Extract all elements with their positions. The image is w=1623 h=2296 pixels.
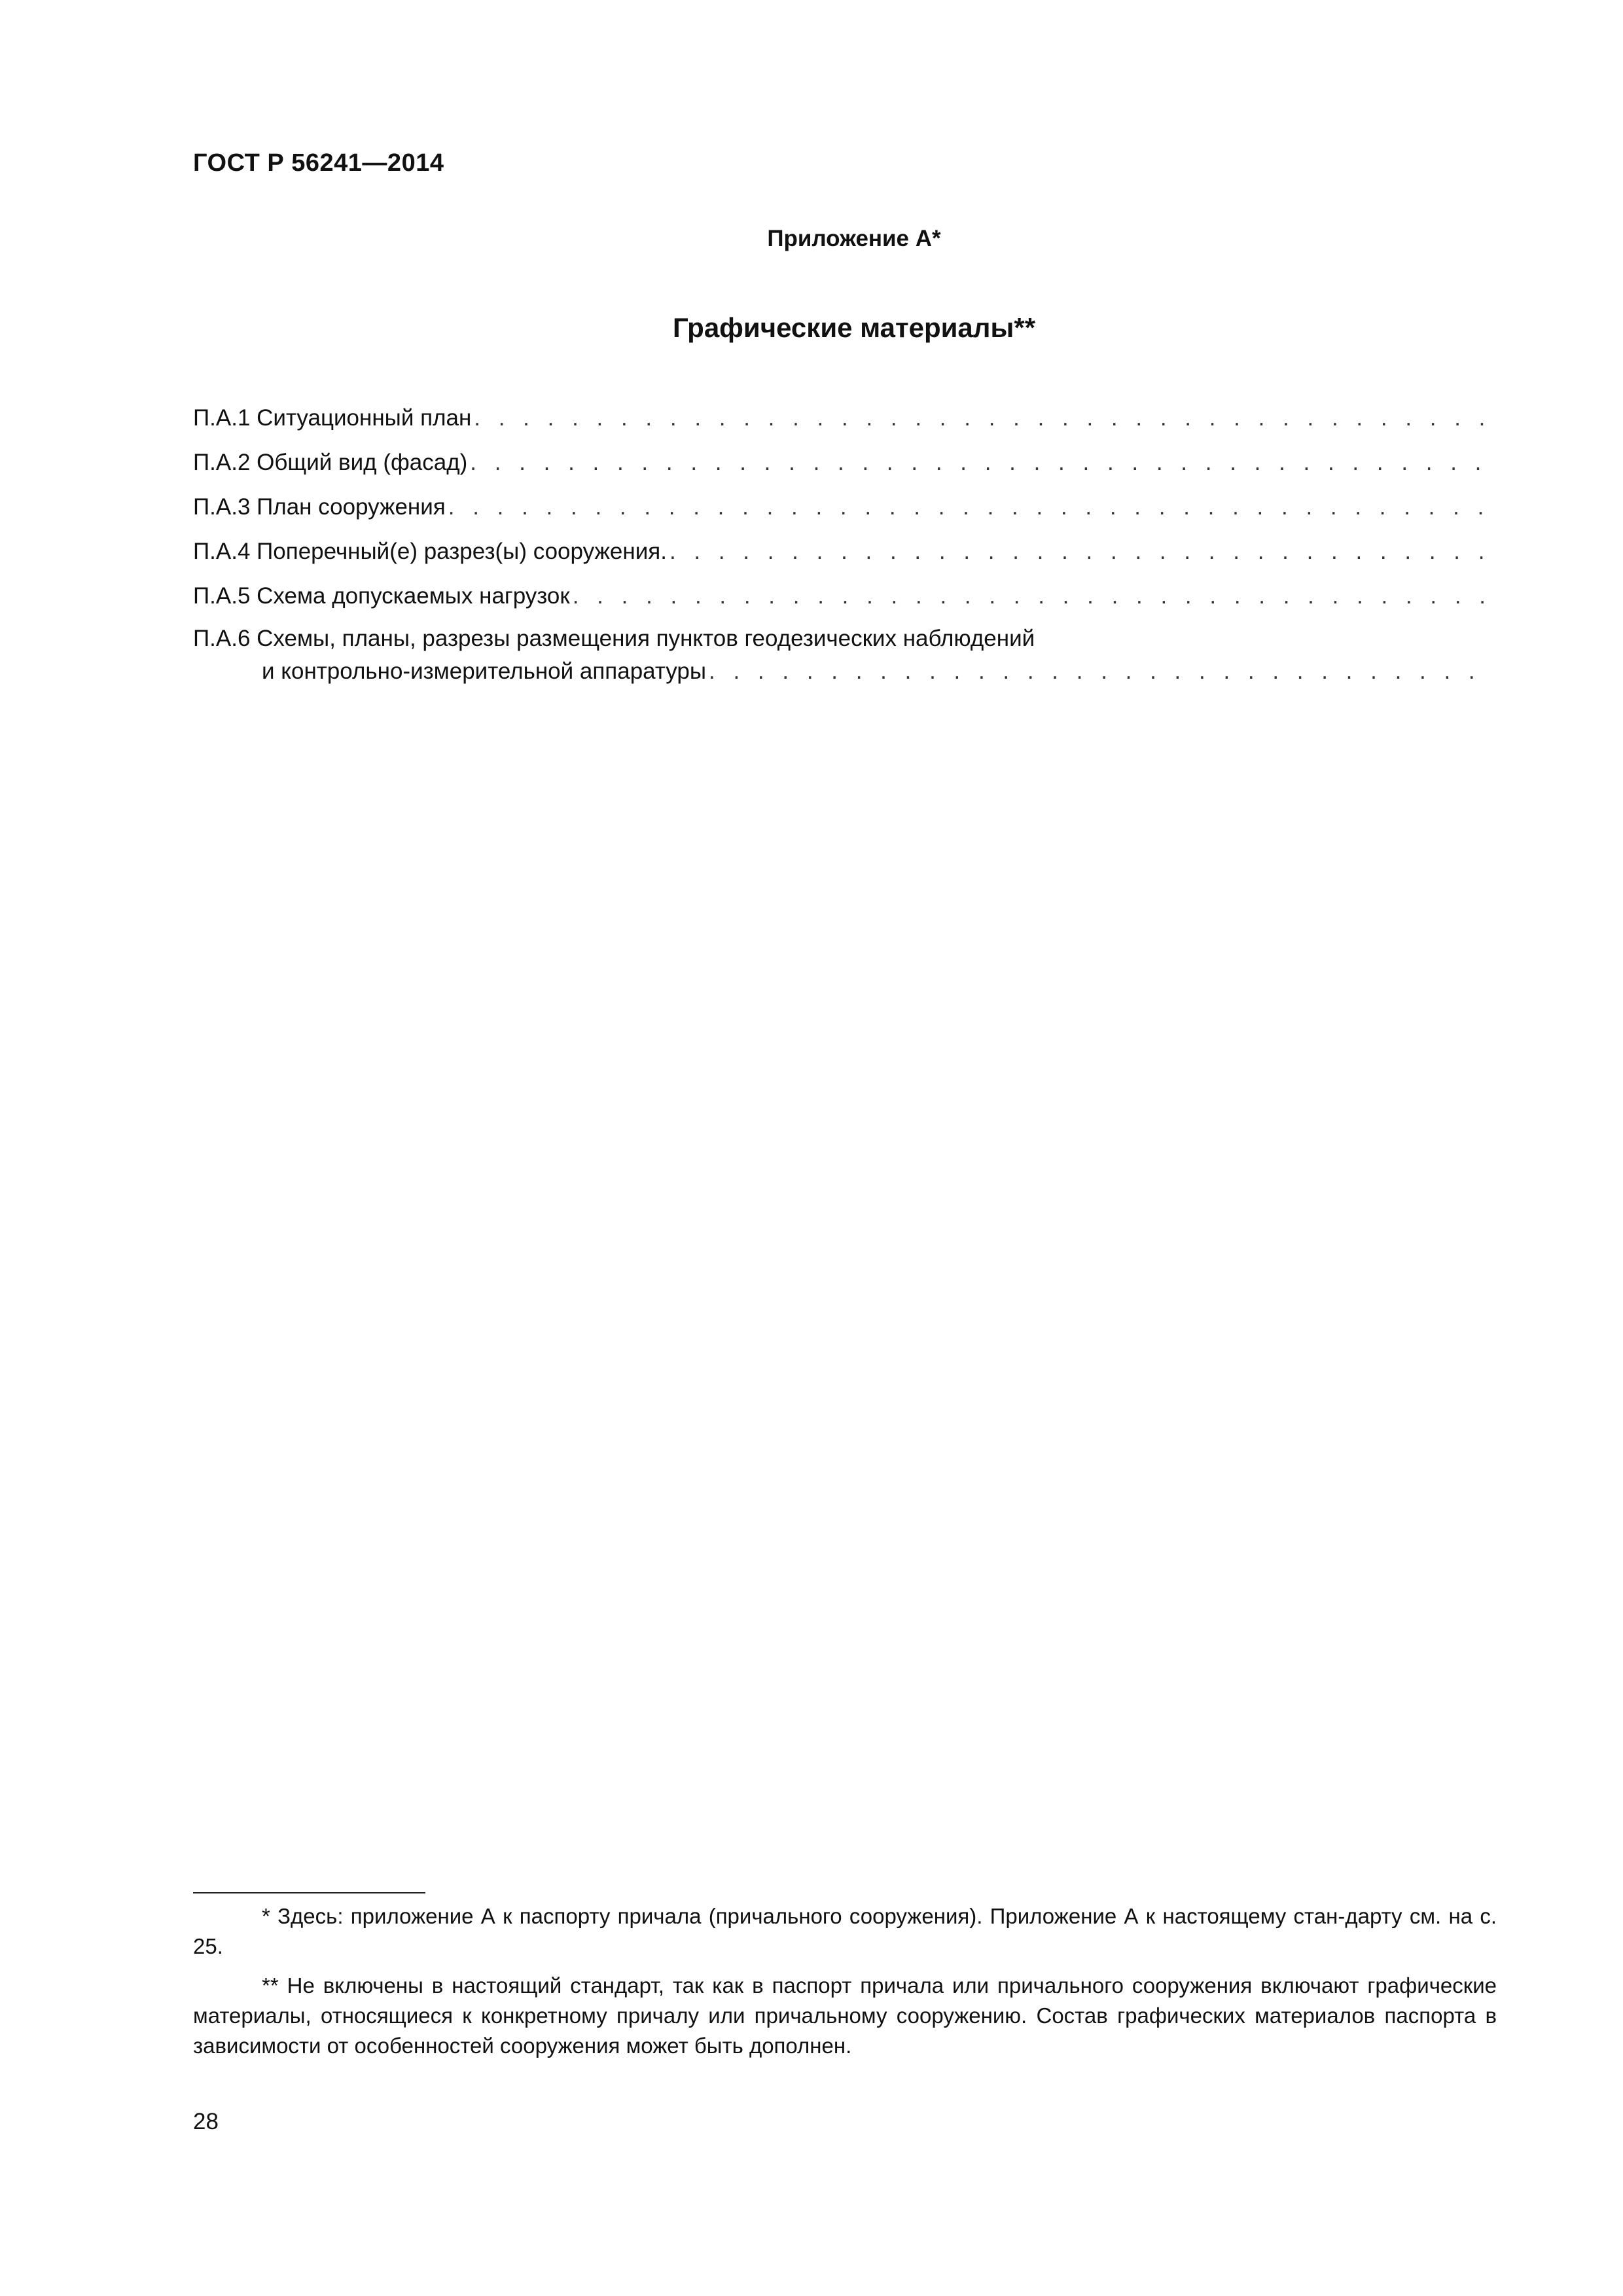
toc-item-line2 xyxy=(193,655,1489,688)
toc-leader-dots xyxy=(573,574,1489,619)
toc-item-pa2 xyxy=(193,440,1489,485)
toc-item-label: П.А.2 Общий вид (фасад) xyxy=(193,450,468,475)
footnote-double-asterisk: ** Не включены в настоящий стандарт, так как в паспорт причала или причального сооружения включают графические материалы, относящиеся к конкретному причалу или причальному сооружению. Состав графических материалов паспорта в зависимости от особенностей сооружения может быть дополнен. xyxy=(193,1973,1497,2058)
page-number: 28 xyxy=(193,2109,219,2134)
footnotes xyxy=(193,1901,1497,2070)
toc-item-label: П.А.3 План сооружения xyxy=(193,494,446,520)
footnote-single-asterisk: * Здесь: приложение А к паспорту причала (причального сооружения). Приложение А к настоящему стан-дарту см. на с. 25. xyxy=(193,1904,1497,1958)
toc-leader-dots xyxy=(709,655,1489,688)
toc-item-pa1 xyxy=(193,396,1489,440)
document-code: ГОСТ Р 56241—2014 xyxy=(193,149,444,177)
toc-item-label: П.А.4 Поперечный(е) разрез(ы) сооружения. xyxy=(193,539,667,564)
toc-leader-dots xyxy=(470,440,1489,485)
toc-item-label: П.А.5 Схема допускаемых нагрузок xyxy=(193,583,570,609)
toc-item-pa4 xyxy=(193,529,1489,574)
toc-item-pa3 xyxy=(193,485,1489,529)
appendix-title: Графические материалы** xyxy=(672,312,1036,343)
toc-leader-dots xyxy=(669,529,1489,574)
footnote-separator xyxy=(193,1892,425,1893)
toc-leader-dots xyxy=(448,485,1489,529)
table-of-contents xyxy=(193,396,1489,688)
toc-item-label: П.А.1 Ситуационный план xyxy=(193,405,472,431)
toc-item-label-line1: П.А.6 Схемы, планы, разрезы размещения пунктов геодезических наблюдений xyxy=(193,626,1035,651)
appendix-label: Приложение А* xyxy=(767,226,941,251)
toc-item-label-line2: и контрольно-измерительной аппаратуры xyxy=(262,658,707,684)
toc-item-pa5 xyxy=(193,574,1489,619)
toc-leader-dots xyxy=(474,396,1489,440)
toc-item-pa6 xyxy=(193,622,1489,688)
